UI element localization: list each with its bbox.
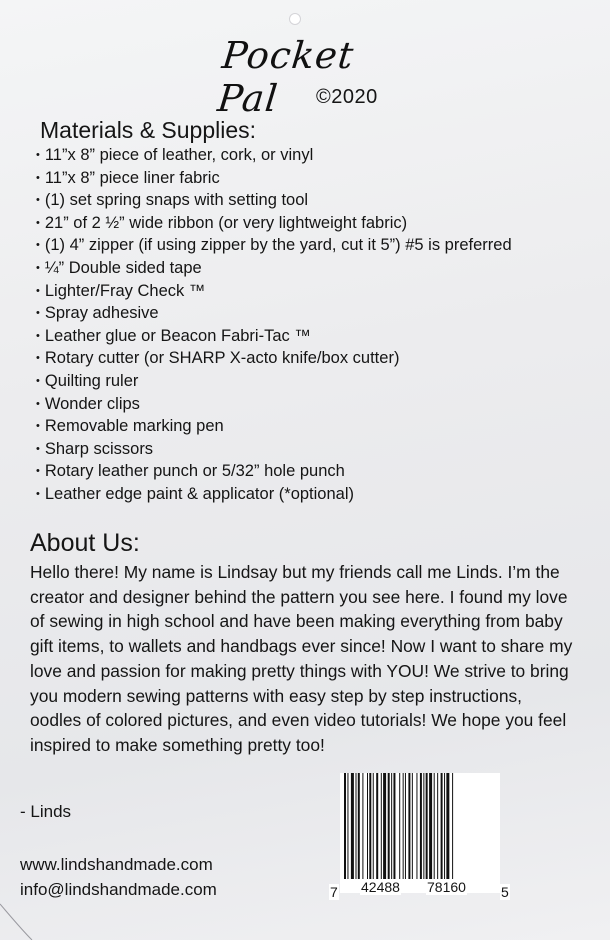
list-item: • Rotary leather punch or 5/32” hole punch [36,460,512,483]
website-link[interactable]: www.lindshandmade.com [20,855,213,874]
barcode-digits-group-2: 78160 [427,879,466,895]
barcode-bar [412,773,413,879]
barcode-bar [405,773,406,879]
barcode-bar [452,773,453,879]
about-heading: About Us: [30,529,140,557]
barcode-bar [388,773,390,879]
list-item: • Wonder clips [36,393,512,416]
barcode-digits-group-1: 42488 [361,879,400,895]
barcode-bar [373,773,374,879]
copyright-notice: ©2020 [316,86,378,108]
corner-crease [0,900,40,940]
barcode-bar [416,773,417,879]
barcode-digit-right: 5 [501,884,509,900]
barcode-bar [381,773,382,879]
about-body: Hello there! My name is Lindsay but my friends call me Linds. I’m the creator and designer behind the pattern you see here. I found my love of sewing in high school and have been making everything from baby gift items, to wallets and handbags ever since! Now I want to share my love and passion for making pretty things with YOU! We strive to bring you modern sewing patterns with easy step by step instructions, oodles of colored pictures, and even video tutorials! We hope you feel inspired to make something pretty too! [30,562,573,755]
barcode-bar [423,773,424,879]
list-item: • 21” of 2 ½” wide ribbon (or very lightweight fabric) [36,212,512,235]
barcode-bar [403,773,404,879]
list-item: • Lighter/Fray Check ™ [36,280,512,303]
list-item: • 11”x 8” piece liner fabric [36,167,512,190]
barcode-bar [426,773,428,879]
barcode-bar [344,773,346,879]
barcode-bar [351,773,354,879]
barcode-bar [362,773,363,879]
email-link[interactable]: info@lindshandmade.com [20,880,217,899]
list-item: • Spray adhesive [36,302,512,325]
list-item: • ¼” Double sided tape [36,257,512,280]
barcode-bar [444,773,445,879]
barcode-bar [408,773,410,879]
hang-hole [289,13,301,25]
materials-heading: Materials & Supplies: [40,117,257,143]
barcode-bar [383,773,386,879]
barcode-bar [399,773,400,879]
list-item: • (1) set spring snaps with setting tool [36,189,512,212]
barcode-bar [420,773,422,879]
barcode-bar [391,773,392,879]
signoff: - Linds [20,802,72,821]
barcode-bar [358,773,360,879]
barcode-bar [393,773,395,879]
barcode-bar [437,773,438,879]
contact-block [20,852,217,902]
barcode-bar [369,773,371,879]
upc-barcode [330,773,509,900]
list-item: • Quilting ruler [36,370,512,393]
barcode-bar [356,773,357,879]
barcode-bar [434,773,435,879]
materials-list [36,144,512,506]
list-item: • Removable marking pen [36,415,512,438]
barcode-bar [429,773,432,879]
list-item: • Sharp scissors [36,438,512,461]
barcode-bar [446,773,449,879]
barcode-bar [441,773,443,879]
list-item: • Leather edge paint & applicator (*optional) [36,483,512,506]
list-item: • Leather glue or Beacon Fabri-Tac ™ [36,325,512,348]
barcode-bars [340,773,500,879]
barcode-bar [367,773,368,879]
barcode-digit-left: 7 [330,884,338,900]
list-item: • 11”x 8” piece of leather, cork, or vinyl [36,144,512,167]
barcode-bar [376,773,378,879]
list-item: • (1) 4” zipper (if using zipper by the yard, cut it 5”) #5 is preferred [36,234,512,257]
list-item: • Rotary cutter (or SHARP X-acto knife/box cutter) [36,347,512,370]
barcode-bar [347,773,348,879]
pocket-pal-logo: Pocket Pal [215,34,357,120]
